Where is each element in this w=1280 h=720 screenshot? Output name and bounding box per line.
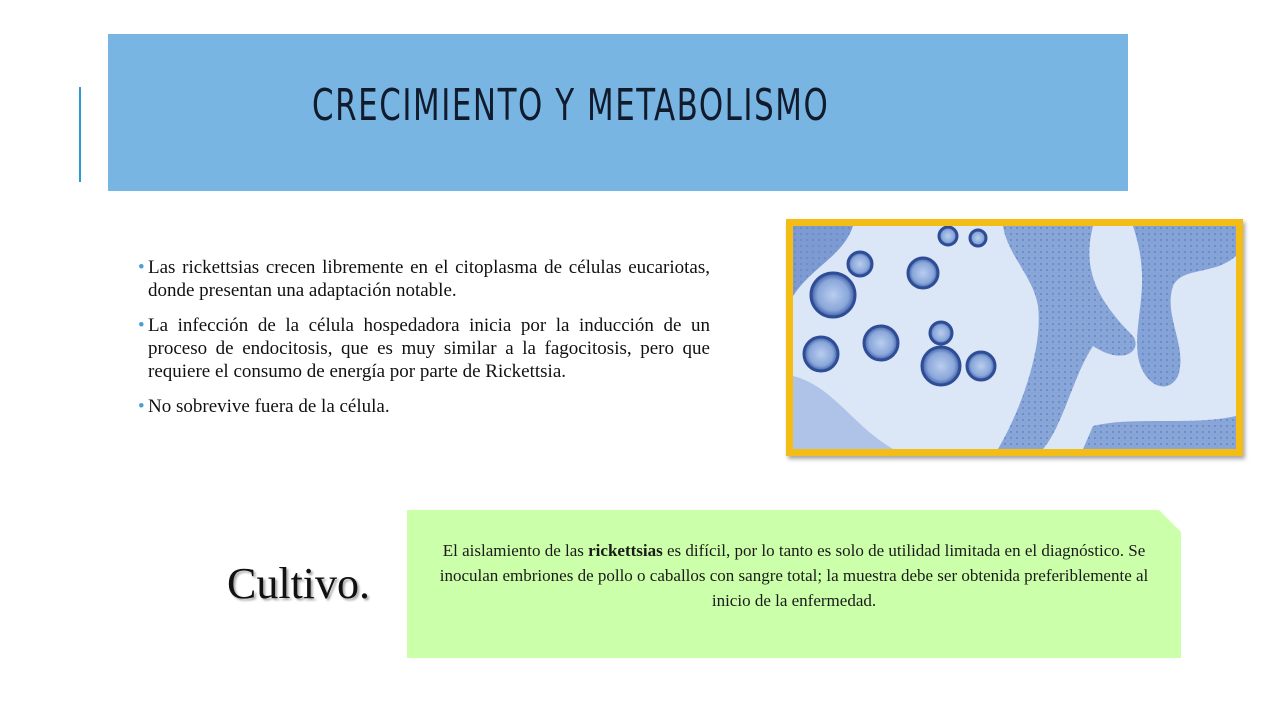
callout-text	[419, 538, 1169, 613]
bullet-list	[138, 256, 710, 430]
slide-title: CRECIMIENTO Y METABOLISMO	[312, 80, 830, 131]
bullet-marker: •	[138, 315, 145, 336]
bullet-item	[138, 314, 710, 383]
callout-text-end: es difícil, por lo tanto es solo de utilidad limitada en el diagnóstico. Se inoculan embriones de pollo o caballos con sangre total; la muestra debe ser obtenida preferiblemente al inicio de la enfermedad.	[439, 541, 1149, 610]
bullet-marker: •	[138, 396, 145, 417]
section-heading: Cultivo.	[227, 559, 371, 608]
title-accent-line	[79, 87, 81, 182]
bullet-item	[138, 395, 710, 418]
micrograph-illustration	[793, 226, 1236, 449]
callout-text-bold: rickettsias	[588, 541, 663, 560]
bullet-item	[138, 256, 710, 302]
bullet-text: Las rickettsias crecen libremente en el citoplasma de células eucariotas, donde presentan una adaptación notable.	[148, 257, 710, 301]
bullet-text: La infección de la célula hospedadora inicia por la inducción de un proceso de endocitosis, que es muy similar a la fagocitosis, pero que requiere el consumo de energía por parte de Rickettsia.	[148, 315, 710, 382]
callout-text-start: El aislamiento de las	[442, 541, 589, 560]
bullet-text: No sobrevive fuera de la célula.	[148, 396, 390, 417]
bullet-marker: •	[138, 257, 145, 278]
micrograph-image	[786, 219, 1243, 456]
callout-box	[407, 510, 1181, 658]
